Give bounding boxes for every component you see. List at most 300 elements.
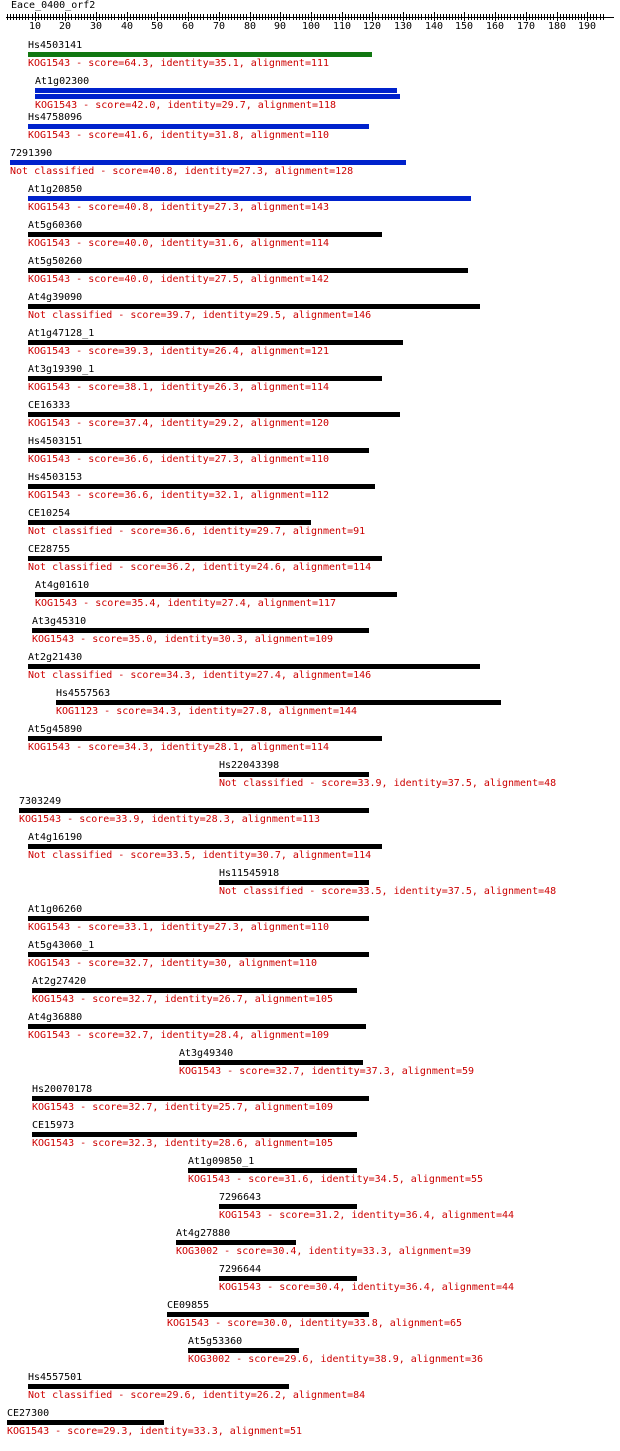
axis-minor-tick xyxy=(130,14,131,20)
axis-minor-tick xyxy=(53,14,54,20)
axis-minor-tick xyxy=(268,14,269,20)
hit-alignment-bar[interactable] xyxy=(28,664,480,669)
hit-description[interactable]: KOG1543 - score=33.9, identity=28.3, alignment=113 xyxy=(19,814,321,825)
axis-minor-tick xyxy=(498,14,499,20)
axis-minor-tick xyxy=(194,14,195,20)
hit-alignment-bar[interactable] xyxy=(188,1168,357,1173)
hit-description[interactable]: Not classified - score=29.6, identity=26.2, alignment=84 xyxy=(28,1390,366,1401)
hit-description[interactable]: KOG1543 - score=34.3, identity=28.1, alignment=114 xyxy=(28,742,330,753)
hit-alignment-bar[interactable] xyxy=(35,94,400,99)
axis-minor-tick xyxy=(394,14,395,20)
axis-minor-tick xyxy=(246,14,247,20)
axis-minor-tick xyxy=(124,14,125,20)
axis-minor-tick xyxy=(283,14,284,20)
hit-description[interactable]: KOG1543 - score=42.0, identity=29.7, alignment=118 xyxy=(35,100,337,111)
axis-major-tick xyxy=(188,12,189,21)
hit-alignment-bar[interactable] xyxy=(28,916,369,921)
hit-name[interactable]: CE10254 xyxy=(28,508,71,519)
axis-minor-tick xyxy=(314,14,315,20)
axis-minor-tick xyxy=(581,14,582,20)
axis-minor-tick xyxy=(19,14,20,20)
hit-description[interactable]: Not classified - score=33.5, identity=30.7, alignment=114 xyxy=(28,850,372,861)
axis-minor-tick xyxy=(421,14,422,20)
axis-minor-tick xyxy=(265,14,266,20)
hit-description[interactable]: KOG1543 - score=32.7, identity=28.4, alignment=109 xyxy=(28,1030,330,1041)
axis-tick-label: 70 xyxy=(213,21,226,32)
hit-name[interactable]: 7291390 xyxy=(10,148,53,159)
axis-minor-tick xyxy=(154,14,155,20)
axis-minor-tick xyxy=(28,14,29,20)
hit-alignment-bar[interactable] xyxy=(28,52,372,57)
axis-major-tick xyxy=(96,12,97,21)
axis-minor-tick xyxy=(296,14,297,20)
axis-minor-tick xyxy=(397,14,398,20)
hit-name[interactable]: 7303249 xyxy=(19,796,62,807)
axis-minor-tick xyxy=(148,14,149,20)
axis-minor-tick xyxy=(507,14,508,20)
hit-name[interactable]: At4g27880 xyxy=(176,1228,231,1239)
axis-minor-tick xyxy=(151,14,152,20)
hit-name[interactable]: 7296644 xyxy=(219,1264,262,1275)
axis-minor-tick xyxy=(578,14,579,20)
axis-minor-tick xyxy=(593,14,594,20)
axis-minor-tick xyxy=(197,14,198,20)
hit-name[interactable]: Hs4503153 xyxy=(28,472,83,483)
axis-minor-tick xyxy=(200,14,201,20)
hit-description[interactable]: Not classified - score=34.3, identity=27.4, alignment=146 xyxy=(28,670,372,681)
hit-alignment-bar[interactable] xyxy=(28,952,369,957)
axis-minor-tick xyxy=(253,14,254,20)
axis-major-tick xyxy=(250,12,251,21)
axis-minor-tick xyxy=(532,14,533,20)
hit-name[interactable]: At2g21430 xyxy=(28,652,83,663)
axis-minor-tick xyxy=(388,14,389,20)
axis-minor-tick xyxy=(566,14,567,20)
hit-name[interactable]: At3g19390_1 xyxy=(28,364,95,375)
axis-minor-tick xyxy=(431,14,432,20)
axis-minor-tick xyxy=(59,14,60,20)
axis-minor-tick xyxy=(222,14,223,20)
axis-minor-tick xyxy=(474,14,475,20)
axis-minor-tick xyxy=(305,14,306,20)
hit-name[interactable]: Hs11545918 xyxy=(219,868,280,879)
axis-minor-tick xyxy=(164,14,165,20)
axis-minor-tick xyxy=(7,14,8,20)
axis-minor-tick xyxy=(477,14,478,20)
hit-description[interactable]: KOG1543 - score=37.4, identity=29.2, alignment=120 xyxy=(28,418,330,429)
axis-minor-tick xyxy=(161,14,162,20)
axis-minor-tick xyxy=(326,14,327,20)
axis-major-tick xyxy=(65,12,66,21)
hit-description[interactable]: KOG1543 - score=35.4, identity=27.4, alignment=117 xyxy=(35,598,337,609)
axis-minor-tick xyxy=(455,14,456,20)
axis-minor-tick xyxy=(231,14,232,20)
axis-minor-tick xyxy=(176,14,177,20)
axis-minor-tick xyxy=(133,14,134,20)
axis-tick-label: 190 xyxy=(578,21,597,32)
hit-description[interactable]: KOG1543 - score=38.1, identity=26.3, alignment=114 xyxy=(28,382,330,393)
hit-name[interactable]: At3g45310 xyxy=(32,616,87,627)
axis-minor-tick xyxy=(90,14,91,20)
query-title: Eace_0400_orf2 xyxy=(11,0,96,11)
axis-minor-tick xyxy=(142,14,143,20)
axis-minor-tick xyxy=(136,14,137,20)
hit-alignment-bar[interactable] xyxy=(7,1420,164,1425)
hit-name[interactable]: Hs20070178 xyxy=(32,1084,93,1095)
hit-description[interactable]: KOG1543 - score=39.3, identity=26.4, alignment=121 xyxy=(28,346,330,357)
axis-tick-label: 140 xyxy=(425,21,444,32)
hit-description[interactable]: Not classified - score=36.2, identity=24.6, alignment=114 xyxy=(28,562,372,573)
hit-alignment-bar[interactable] xyxy=(219,880,369,885)
hit-description[interactable]: KOG1543 - score=40.8, identity=27.3, alignment=143 xyxy=(28,202,330,213)
hit-name[interactable]: At4g01610 xyxy=(35,580,90,591)
hit-alignment-bar[interactable] xyxy=(28,376,382,381)
axis-minor-tick xyxy=(510,14,511,20)
axis-tick-label: 160 xyxy=(486,21,505,32)
axis-minor-tick xyxy=(167,14,168,20)
hit-alignment-bar[interactable] xyxy=(167,1312,369,1317)
hit-alignment-bar[interactable] xyxy=(28,232,382,237)
axis-minor-tick xyxy=(391,14,392,20)
axis-minor-tick xyxy=(345,14,346,20)
axis-minor-tick xyxy=(293,14,294,20)
axis-minor-tick xyxy=(256,14,257,20)
hit-name[interactable]: At3g49340 xyxy=(179,1048,234,1059)
axis-minor-tick xyxy=(489,14,490,20)
axis-major-tick xyxy=(587,12,588,21)
axis-minor-tick xyxy=(504,14,505,20)
axis-minor-tick xyxy=(323,14,324,20)
axis-minor-tick xyxy=(572,14,573,20)
axis-minor-tick xyxy=(412,14,413,20)
axis-minor-tick xyxy=(483,14,484,20)
axis-minor-tick xyxy=(418,14,419,20)
axis-tick-label: 50 xyxy=(151,21,164,32)
axis-minor-tick xyxy=(560,14,561,20)
hit-name[interactable]: At1g02300 xyxy=(35,76,90,87)
hit-description[interactable]: KOG1543 - score=29.3, identity=33.3, alignment=51 xyxy=(7,1426,303,1437)
hit-name[interactable]: CE16333 xyxy=(28,400,71,411)
hit-alignment-bar[interactable] xyxy=(28,1024,366,1029)
axis-minor-tick xyxy=(538,14,539,20)
axis-minor-tick xyxy=(228,14,229,20)
axis-minor-tick xyxy=(458,14,459,20)
axis-minor-tick xyxy=(563,14,564,20)
axis-minor-tick xyxy=(139,14,140,20)
hit-alignment-bar[interactable] xyxy=(28,1384,289,1389)
axis-tick-label: 30 xyxy=(90,21,103,32)
axis-minor-tick xyxy=(400,14,401,20)
hit-name[interactable]: At5g43060_1 xyxy=(28,940,95,951)
hit-alignment-bar[interactable] xyxy=(56,700,501,705)
hit-description[interactable]: Not classified - score=33.9, identity=37.5, alignment=48 xyxy=(219,778,557,789)
axis-minor-tick xyxy=(210,14,211,20)
axis-major-tick xyxy=(311,12,312,21)
hit-alignment-bar[interactable] xyxy=(219,772,369,777)
axis-minor-tick xyxy=(25,14,26,20)
hit-name[interactable]: CE27300 xyxy=(7,1408,50,1419)
axis-minor-tick xyxy=(108,14,109,20)
axis-minor-tick xyxy=(351,14,352,20)
axis-minor-tick xyxy=(348,14,349,20)
axis-minor-tick xyxy=(277,14,278,20)
hit-description[interactable]: KOG1123 - score=34.3, identity=27.8, alignment=144 xyxy=(56,706,358,717)
axis-minor-tick xyxy=(486,14,487,20)
axis-minor-tick xyxy=(118,14,119,20)
hit-alignment-bar[interactable] xyxy=(28,448,369,453)
hit-description[interactable]: KOG1543 - score=30.4, identity=36.4, alignment=44 xyxy=(219,1282,515,1293)
axis-major-tick xyxy=(157,12,158,21)
hit-name[interactable]: At5g60360 xyxy=(28,220,83,231)
axis-minor-tick xyxy=(354,14,355,20)
axis-minor-tick xyxy=(75,14,76,20)
axis-minor-tick xyxy=(185,14,186,20)
hit-name[interactable]: Hs4557563 xyxy=(56,688,111,699)
hit-alignment-bar[interactable] xyxy=(19,808,369,813)
axis-major-tick xyxy=(219,12,220,21)
hit-name[interactable]: At1g47128_1 xyxy=(28,328,95,339)
axis-minor-tick xyxy=(93,14,94,20)
axis-minor-tick xyxy=(461,14,462,20)
axis-minor-tick xyxy=(385,14,386,20)
axis-minor-tick xyxy=(332,14,333,20)
hit-description[interactable]: KOG1543 - score=32.3, identity=28.6, alignment=105 xyxy=(32,1138,334,1149)
hit-name[interactable]: Hs4503151 xyxy=(28,436,83,447)
axis-minor-tick xyxy=(446,14,447,20)
hit-alignment-bar[interactable] xyxy=(188,1348,299,1353)
axis-major-tick xyxy=(342,12,343,21)
hit-name[interactable]: At5g53360 xyxy=(188,1336,243,1347)
axis-minor-tick xyxy=(603,14,604,20)
axis-minor-tick xyxy=(81,14,82,20)
axis-minor-tick xyxy=(22,14,23,20)
hit-alignment-bar[interactable] xyxy=(176,1240,296,1245)
axis-minor-tick xyxy=(569,14,570,20)
axis-minor-tick xyxy=(553,14,554,20)
axis-minor-tick xyxy=(520,14,521,20)
hit-name[interactable]: At5g45890 xyxy=(28,724,83,735)
axis-minor-tick xyxy=(406,14,407,20)
hit-description[interactable]: Not classified - score=33.5, identity=37.5, alignment=48 xyxy=(219,886,557,897)
axis-minor-tick xyxy=(271,14,272,20)
axis-minor-tick xyxy=(541,14,542,20)
hit-description[interactable]: KOG1543 - score=33.1, identity=27.3, alignment=110 xyxy=(28,922,330,933)
axis-tick-label: 80 xyxy=(244,21,257,32)
axis-minor-tick xyxy=(99,14,100,20)
axis-minor-tick xyxy=(492,14,493,20)
hit-description[interactable]: KOG1543 - score=40.0, identity=27.5, alignment=142 xyxy=(28,274,330,285)
axis-minor-tick xyxy=(32,14,33,20)
hit-alignment-bar[interactable] xyxy=(28,556,382,561)
axis-minor-tick xyxy=(425,14,426,20)
hit-name[interactable]: At2g27420 xyxy=(32,976,87,987)
hit-description[interactable]: KOG1543 - score=41.6, identity=31.8, alignment=110 xyxy=(28,130,330,141)
axis-minor-tick xyxy=(535,14,536,20)
axis-minor-tick xyxy=(471,14,472,20)
axis-minor-tick xyxy=(596,14,597,20)
hit-alignment-bar[interactable] xyxy=(179,1060,363,1065)
axis-minor-tick xyxy=(41,14,42,20)
axis-minor-tick xyxy=(299,14,300,20)
hit-alignment-bar[interactable] xyxy=(28,340,403,345)
hit-name[interactable]: Hs4557501 xyxy=(28,1372,83,1383)
hit-name[interactable]: At1g06260 xyxy=(28,904,83,915)
hit-name[interactable]: At4g36880 xyxy=(28,1012,83,1023)
axis-major-tick xyxy=(526,12,527,21)
hit-name[interactable]: CE15973 xyxy=(32,1120,75,1131)
axis-minor-tick xyxy=(547,14,548,20)
axis-major-tick xyxy=(557,12,558,21)
hit-alignment-bar[interactable] xyxy=(219,1204,357,1209)
hit-description[interactable]: KOG1543 - score=35.0, identity=30.3, alignment=109 xyxy=(32,634,334,645)
axis-tick-label: 20 xyxy=(59,21,72,32)
axis-minor-tick xyxy=(105,14,106,20)
hit-name[interactable]: Hs22043398 xyxy=(219,760,280,771)
axis-minor-tick xyxy=(170,14,171,20)
hit-description[interactable]: KOG1543 - score=31.2, identity=36.4, alignment=44 xyxy=(219,1210,515,1221)
axis-minor-tick xyxy=(182,14,183,20)
axis-minor-tick xyxy=(274,14,275,20)
axis-minor-tick xyxy=(62,14,63,20)
axis-minor-tick xyxy=(286,14,287,20)
hit-alignment-bar[interactable] xyxy=(28,412,400,417)
axis-minor-tick xyxy=(550,14,551,20)
axis-minor-tick xyxy=(335,14,336,20)
axis-minor-tick xyxy=(259,14,260,20)
hit-description[interactable]: KOG1543 - score=36.6, identity=32.1, alignment=112 xyxy=(28,490,330,501)
axis-minor-tick xyxy=(179,14,180,20)
hit-alignment-bar[interactable] xyxy=(28,484,375,489)
axis-minor-tick xyxy=(523,14,524,20)
axis-minor-tick xyxy=(243,14,244,20)
axis-minor-tick xyxy=(517,14,518,20)
hit-alignment-bar[interactable] xyxy=(219,1276,357,1281)
hit-alignment-bar[interactable] xyxy=(32,1132,357,1137)
axis-minor-tick xyxy=(369,14,370,20)
hit-alignment-bar[interactable] xyxy=(32,988,357,993)
axis-tick-label: 110 xyxy=(333,21,352,32)
axis-minor-tick xyxy=(302,14,303,20)
axis-tick-label: 10 xyxy=(29,21,42,32)
hit-alignment-bar[interactable] xyxy=(10,160,406,165)
axis-minor-tick xyxy=(71,14,72,20)
hit-alignment-bar[interactable] xyxy=(28,268,468,273)
hit-description[interactable]: KOG1543 - score=32.7, identity=25.7, alignment=109 xyxy=(32,1102,334,1113)
axis-tick-label: 60 xyxy=(182,21,195,32)
axis-minor-tick xyxy=(544,14,545,20)
hit-alignment-bar[interactable] xyxy=(28,304,480,309)
hit-name[interactable]: At1g20850 xyxy=(28,184,83,195)
axis-minor-tick xyxy=(262,14,263,20)
axis-minor-tick xyxy=(68,14,69,20)
hit-description[interactable]: KOG1543 - score=32.7, identity=30, alignment=110 xyxy=(28,958,317,969)
hit-description[interactable]: KOG1543 - score=36.6, identity=27.3, alignment=110 xyxy=(28,454,330,465)
axis-minor-tick xyxy=(44,14,45,20)
axis-minor-tick xyxy=(366,14,367,20)
hit-name[interactable]: CE28755 xyxy=(28,544,71,555)
hit-description[interactable]: KOG1543 - score=32.7, identity=26.7, alignment=105 xyxy=(32,994,334,1005)
hit-alignment-bar[interactable] xyxy=(35,88,397,93)
hit-name[interactable]: Hs4758096 xyxy=(28,112,83,123)
axis-minor-tick xyxy=(440,14,441,20)
axis-minor-tick xyxy=(375,14,376,20)
hit-description[interactable]: Not classified - score=36.6, identity=29.7, alignment=91 xyxy=(28,526,366,537)
axis-minor-tick xyxy=(468,14,469,20)
axis-minor-tick xyxy=(452,14,453,20)
axis-minor-tick xyxy=(114,14,115,20)
axis-minor-tick xyxy=(308,14,309,20)
axis-minor-tick xyxy=(50,14,51,20)
hit-alignment-bar[interactable] xyxy=(28,520,311,525)
hit-description[interactable]: KOG1543 - score=31.6, identity=34.5, alignment=55 xyxy=(188,1174,484,1185)
axis-tick-label: 40 xyxy=(121,21,134,32)
axis-tick-label: 150 xyxy=(455,21,474,32)
axis-major-tick xyxy=(35,12,36,21)
hit-alignment-bar[interactable] xyxy=(28,124,369,129)
axis-major-tick xyxy=(127,12,128,21)
hit-name[interactable]: At1g09850_1 xyxy=(188,1156,255,1167)
hit-description[interactable]: KOG1543 - score=64.3, identity=35.1, alignment=111 xyxy=(28,58,330,69)
axis-major-tick xyxy=(495,12,496,21)
axis-minor-tick xyxy=(84,14,85,20)
hit-name[interactable]: Hs4503141 xyxy=(28,40,83,51)
axis-minor-tick xyxy=(320,14,321,20)
hit-description[interactable]: KOG1543 - score=32.7, identity=37.3, alignment=59 xyxy=(179,1066,475,1077)
axis-minor-tick xyxy=(16,14,17,20)
axis-minor-tick xyxy=(415,14,416,20)
axis-minor-tick xyxy=(360,14,361,20)
axis-minor-tick xyxy=(240,14,241,20)
axis-minor-tick xyxy=(382,14,383,20)
axis-minor-tick xyxy=(78,14,79,20)
axis-minor-tick xyxy=(111,14,112,20)
hit-alignment-bar[interactable] xyxy=(28,844,382,849)
axis-minor-tick xyxy=(514,14,515,20)
axis-minor-tick xyxy=(437,14,438,20)
axis-minor-tick xyxy=(203,14,204,20)
hit-description[interactable]: Not classified - score=40.8, identity=27.3, alignment=128 xyxy=(10,166,354,177)
hit-description[interactable]: Not classified - score=39.7, identity=29.5, alignment=146 xyxy=(28,310,372,321)
hit-name[interactable]: At4g16190 xyxy=(28,832,83,843)
hit-alignment-bar[interactable] xyxy=(35,592,397,597)
axis-minor-tick xyxy=(234,14,235,20)
hit-name[interactable]: At4g39090 xyxy=(28,292,83,303)
axis-minor-tick xyxy=(10,14,11,20)
axis-tick-label: 90 xyxy=(274,21,287,32)
axis-tick-label: 100 xyxy=(302,21,321,32)
hit-alignment-bar[interactable] xyxy=(32,1096,369,1101)
axis-minor-tick xyxy=(428,14,429,20)
hit-name[interactable]: At5g50260 xyxy=(28,256,83,267)
hit-alignment-bar[interactable] xyxy=(28,196,471,201)
hit-description[interactable]: KOG1543 - score=30.0, identity=33.8, alignment=65 xyxy=(167,1318,463,1329)
hit-name[interactable]: 7296643 xyxy=(219,1192,262,1203)
hit-name[interactable]: CE09855 xyxy=(167,1300,210,1311)
axis-minor-tick xyxy=(363,14,364,20)
hit-description[interactable]: KOG3002 - score=30.4, identity=33.3, alignment=39 xyxy=(176,1246,472,1257)
axis-minor-tick xyxy=(102,14,103,20)
hit-alignment-bar[interactable] xyxy=(32,628,369,633)
axis-minor-tick xyxy=(590,14,591,20)
axis-minor-tick xyxy=(443,14,444,20)
hit-alignment-bar[interactable] xyxy=(28,736,382,741)
axis-minor-tick xyxy=(339,14,340,20)
axis-minor-tick xyxy=(145,14,146,20)
axis-minor-tick xyxy=(225,14,226,20)
hit-description[interactable]: KOG1543 - score=40.0, identity=31.6, alignment=114 xyxy=(28,238,330,249)
axis-minor-tick xyxy=(480,14,481,20)
hit-description[interactable]: KOG3002 - score=29.6, identity=38.9, alignment=36 xyxy=(188,1354,484,1365)
